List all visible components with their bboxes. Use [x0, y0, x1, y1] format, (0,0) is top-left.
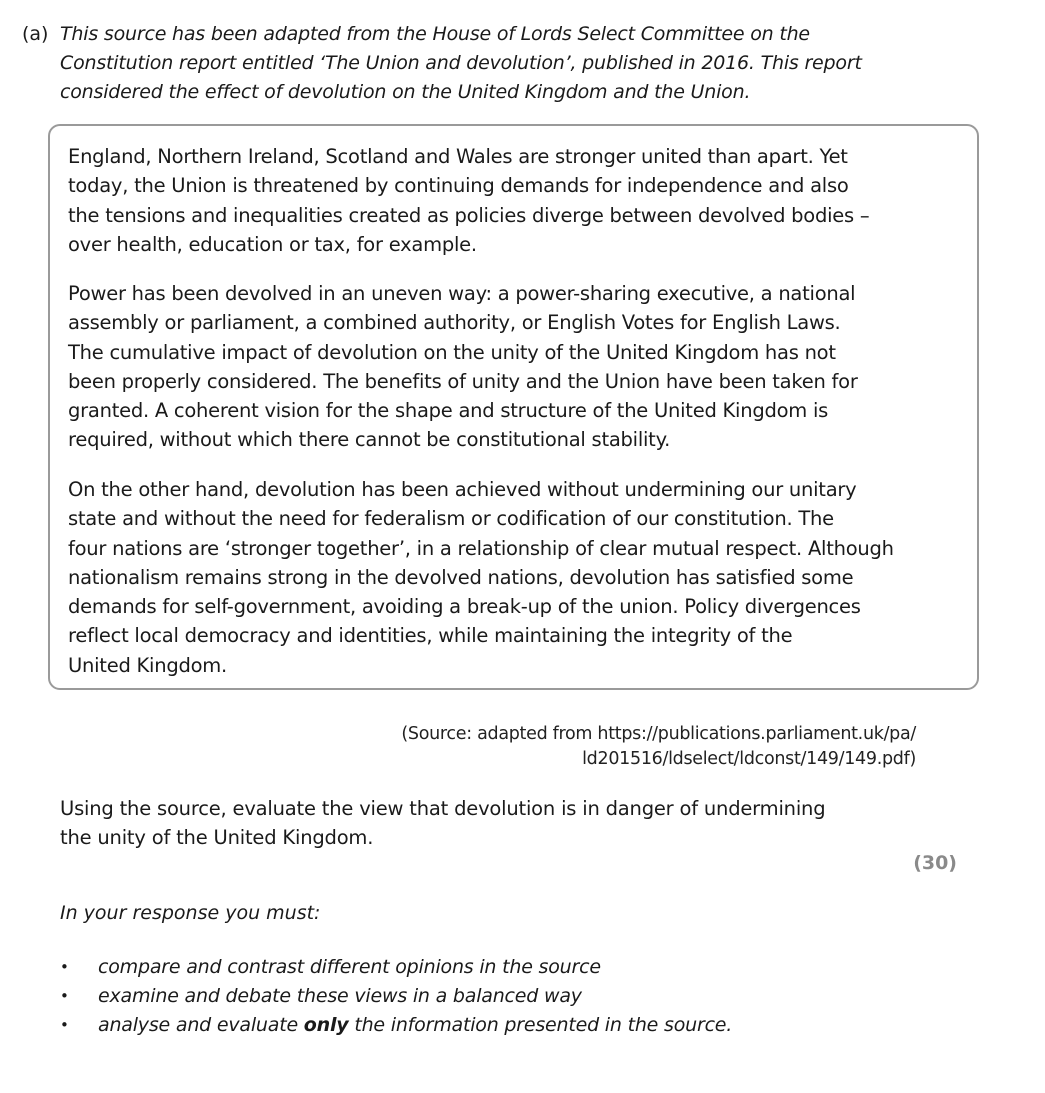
question-label: (a): [22, 23, 49, 45]
bullet-icon: •: [60, 987, 69, 1005]
source-line: required, without which there cannot be constitutional stability.: [68, 428, 671, 452]
source-paragraph-3: [68, 475, 894, 680]
source-line: nationalism remains strong in the devolved nations, devolution has satisfied some: [68, 565, 854, 589]
question-prompt: [60, 794, 825, 852]
citation-line: ld201516/ldselect/ldconst/149/149.pdf): [582, 749, 916, 769]
source-paragraph-2: [68, 279, 858, 455]
source-paragraph-1: [68, 142, 869, 259]
source-line: England, Northern Ireland, Scotland and Wales are stronger united than apart. Yet: [68, 145, 848, 168]
source-line: Power has been devolved in an uneven way: a power-sharing executive, a national: [68, 282, 856, 305]
source-line: the tensions and inequalities created as policies diverge between devolved bodies –: [68, 203, 870, 227]
source-line: demands for self-government, avoiding a break-up of the union. Policy divergences: [68, 595, 861, 619]
requirements-list: [58, 953, 732, 1040]
source-line: today, the Union is threatened by continuing demands for independence and also: [68, 174, 849, 198]
emphasis-only: only: [303, 1014, 349, 1036]
source-line: The cumulative impact of devolution on the unity of the United Kingdom has not: [68, 340, 836, 364]
source-line: over health, education or tax, for example.: [68, 232, 477, 256]
bullet-icon: •: [60, 958, 69, 976]
source-line: been properly considered. The benefits of unity and the Union have been taken for: [68, 369, 858, 393]
response-instruction: In your response you must:: [60, 902, 321, 924]
source-line: reflect local democracy and identities, while maintaining the integrity of the: [68, 624, 793, 648]
prompt-line: Using the source, evaluate the view that devolution is in danger of undermining: [60, 797, 826, 820]
source-citation: [401, 722, 916, 772]
source-line: United Kingdom.: [68, 653, 227, 677]
list-item: [58, 982, 732, 1011]
list-item: [58, 1011, 732, 1040]
source-line: assembly or parliament, a combined authority, or English Votes for English Laws.: [68, 311, 841, 335]
list-item-text: compare and contrast different opinions in the source: [98, 956, 601, 978]
source-line: granted. A coherent vision for the shape and structure of the United Kingdom is: [68, 399, 829, 423]
list-item-text: examine and debate these views in a balanced way: [98, 985, 582, 1007]
citation-line: (Source: adapted from https://publications.parliament.uk/pa/: [401, 724, 916, 744]
prompt-line: the unity of the United Kingdom.: [60, 826, 374, 849]
source-line: four nations are ‘stronger together’, in a relationship of clear mutual respect. Although: [68, 536, 894, 560]
marks-available: (30): [913, 852, 957, 874]
intro-line: This source has been adapted from the House of Lords Select Committee on the: [60, 23, 810, 45]
list-item: [58, 953, 732, 982]
intro-line: considered the effect of devolution on the United Kingdom and the Union.: [60, 81, 751, 103]
list-item-text-after: the information presented in the source.: [348, 1014, 733, 1036]
intro-line: Constitution report entitled ‘The Union and devolution’, published in 2016. This report: [60, 52, 862, 74]
source-line: state and without the need for federalism or codification of our constitution. The: [68, 507, 834, 531]
source-line: On the other hand, devolution has been achieved without undermining our unitary: [68, 478, 857, 501]
source-extract-box: [48, 124, 979, 690]
list-item-text-before: analyse and evaluate: [98, 1014, 304, 1036]
bullet-icon: •: [60, 1016, 69, 1034]
source-introduction: [60, 20, 980, 107]
